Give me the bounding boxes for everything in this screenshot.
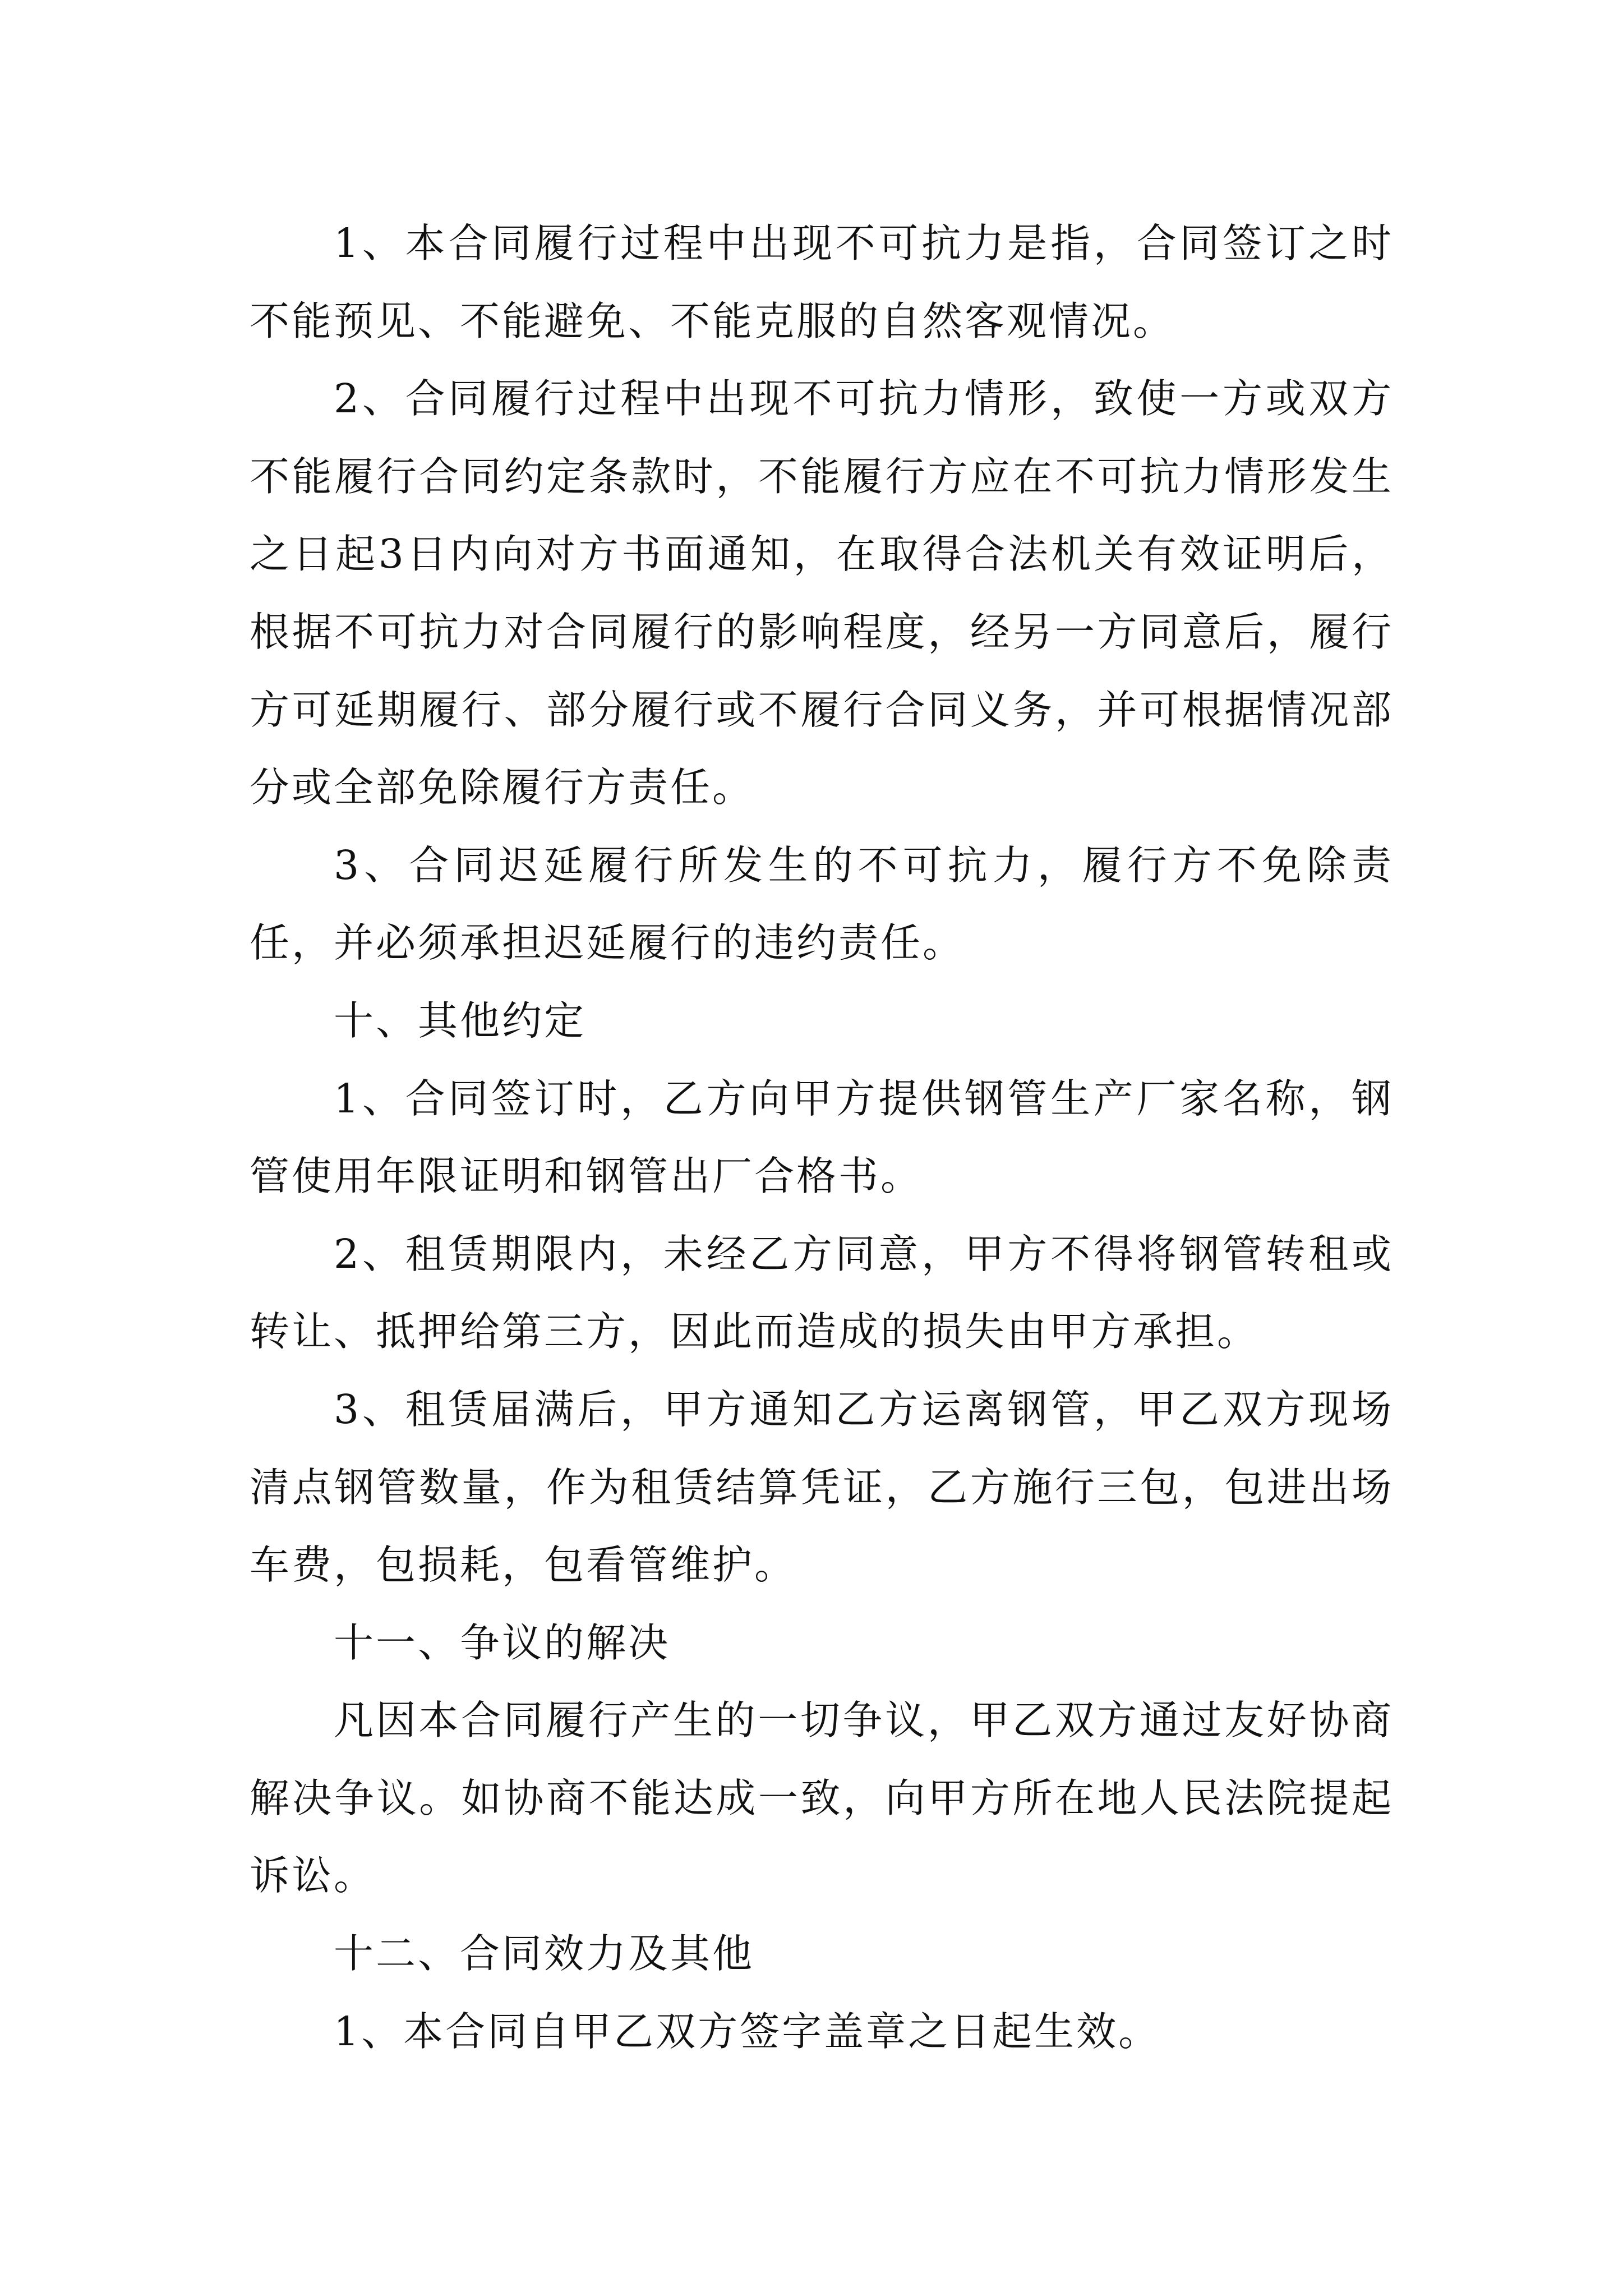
force-majeure-clause-3: 3、合同迟延履行所发生的不可抗力，履行方不免除责任，并必须承担迟延履行的违约责任。 bbox=[250, 841, 1394, 967]
document-body bbox=[250, 205, 1394, 2070]
other-terms-clause-3: 3、租赁届满后，甲方通知乙方运离钢管，甲乙双方现场清点钢管数量，作为租赁结算凭证，乙方施行三包，包进出场车费，包损耗，包看管维护。 bbox=[250, 1386, 1394, 1589]
validity-clause-1: 1、本合同自甲乙双方签字盖章之日起生效。 bbox=[334, 2008, 1161, 2055]
force-majeure-clause-2: 2、合同履行过程中出现不可抗力情形，致使一方或双方不能履行合同约定条款时，不能履行方应在不可抗力情形发生之日起3日内向对方书面通知，在取得合法机关有效证明后，根据不可抗力对合同履行的影响程度，经另一方同意后，履行方可延期履行、部分履行或不履行合同义务，并可根据情况部分或全部免除履行方责任。 bbox=[250, 375, 1394, 811]
other-terms-clause-1: 1、合同签订时，乙方向甲方提供钢管生产厂家名称，钢管使用年限证明和钢管出厂合格书。 bbox=[250, 1075, 1394, 1200]
section-10-heading: 十、其他约定 bbox=[334, 997, 587, 1044]
dispute-resolution-text: 凡因本合同履行产生的一切争议，甲乙双方通过友好协商解决争议。如协商不能达成一致，向甲方所在地人民法院提起诉讼。 bbox=[250, 1697, 1394, 1899]
section-11-heading: 十一、争议的解决 bbox=[334, 1619, 671, 1666]
other-terms-clause-2: 2、租赁期限内，未经乙方同意，甲方不得将钢管转租或转让、抵押给第三方，因此而造成的损失由甲方承担。 bbox=[250, 1230, 1394, 1355]
section-12-heading: 十二、合同效力及其他 bbox=[334, 1930, 755, 1977]
force-majeure-clause-1: 1、本合同履行过程中出现不可抗力是指，合同签订之时不能预见、不能避免、不能克服的自然客观情况。 bbox=[250, 220, 1394, 344]
